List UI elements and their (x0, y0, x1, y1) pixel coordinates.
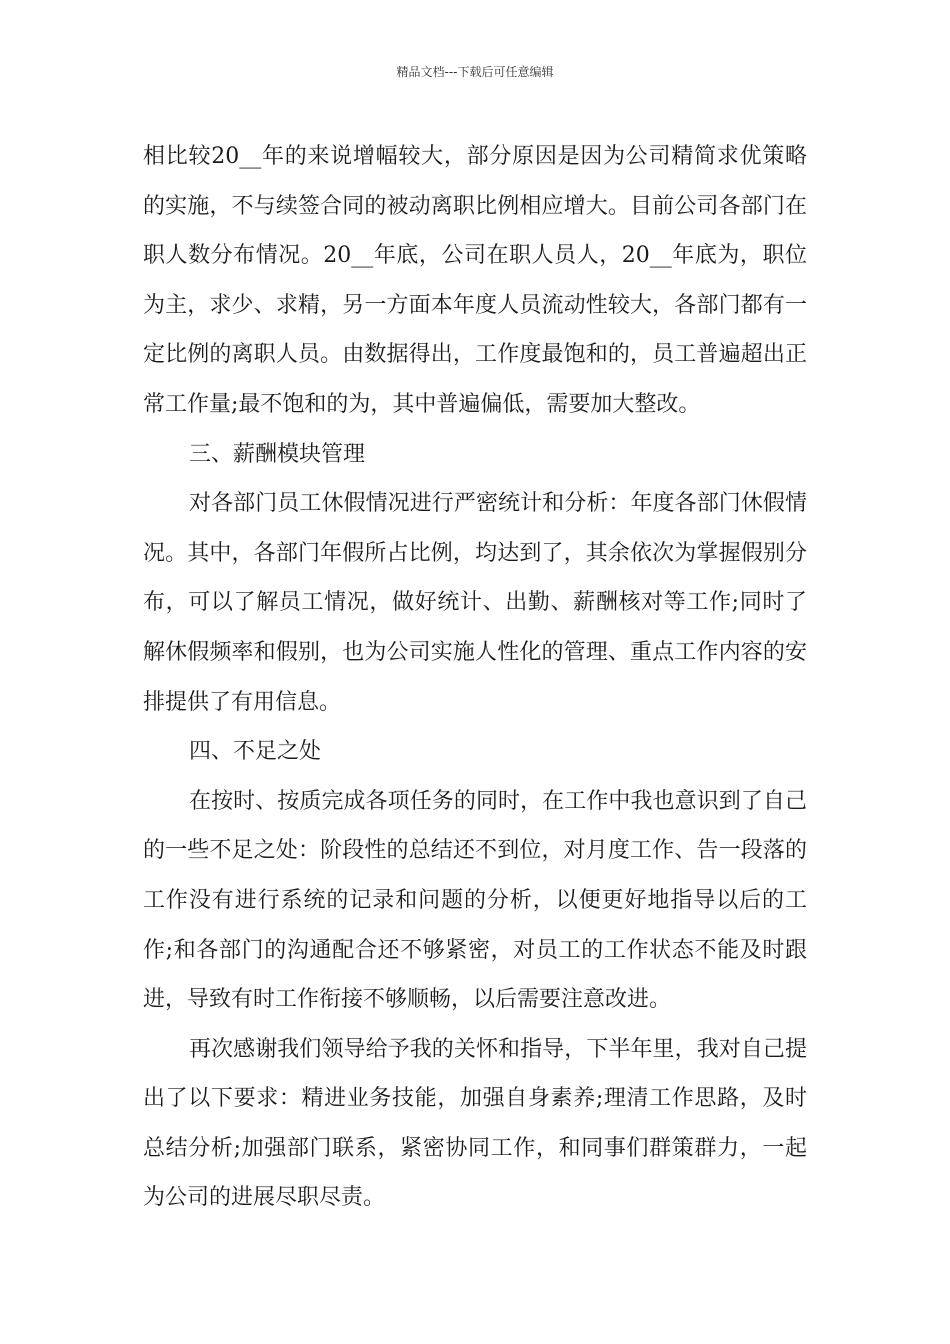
paragraph-closing: 再次感谢我们领导给予我的关怀和指导，下半年里，我对自己提出了以下要求：精进业务技能，加强自身素养;理清工作思路，及时总结分析;加强部门联系，紧密协同工作，和同事们群策群力，一起为公司的进展尽职尽责。 (143, 1036, 807, 1211)
page-header: 精品文档---下载后可任意编辑 (396, 65, 554, 79)
paragraph-continuation: 相比较20__年的来说增幅较大，部分原因是因为公司精简求优策略的实施，不与续签合同的被动离职比例相应增大。目前公司各部门在职人数分布情况。20__年底，公司在职人员人，20__年底为，职位为主，求少、求精，另一方面本年度人员流动性较大，各部门都有一定比例的离职人员。由数据得出，工作度最饱和的，员工普遍超出正常工作量;最不饱和的为，其中普遍偏低，需要加大整改。 (143, 144, 807, 417)
section-heading-salary: 三、薪酬模块管理 (189, 441, 366, 467)
document-body (143, 132, 807, 1223)
section-heading-shortcomings: 四、不足之处 (189, 739, 322, 765)
paragraph-leave-statistics: 对各部门员工休假情况进行严密统计和分析：年度各部门休假情况。其中，各部门年假所占比例，均达到了，其余依次为掌握假别分布，可以了解员工情况，做好统计、出勤、薪酬核对等工作;同时了解休假频率和假别，也为公司实施人性化的管理、重点工作内容的安排提供了有用信息。 (143, 491, 807, 715)
paragraph-shortcomings: 在按时、按质完成各项任务的同时，在工作中我也意识到了自己的一些不足之处：阶段性的总结还不到位，对月度工作、告一段落的工作没有进行系统的记录和问题的分析，以便更好地指导以后的工作;和各部门的沟通配合还不够紧密，对员工的工作状态不能及时跟进，导致有时工作衔接不够顺畅，以后需要注意改进。 (143, 788, 807, 1013)
